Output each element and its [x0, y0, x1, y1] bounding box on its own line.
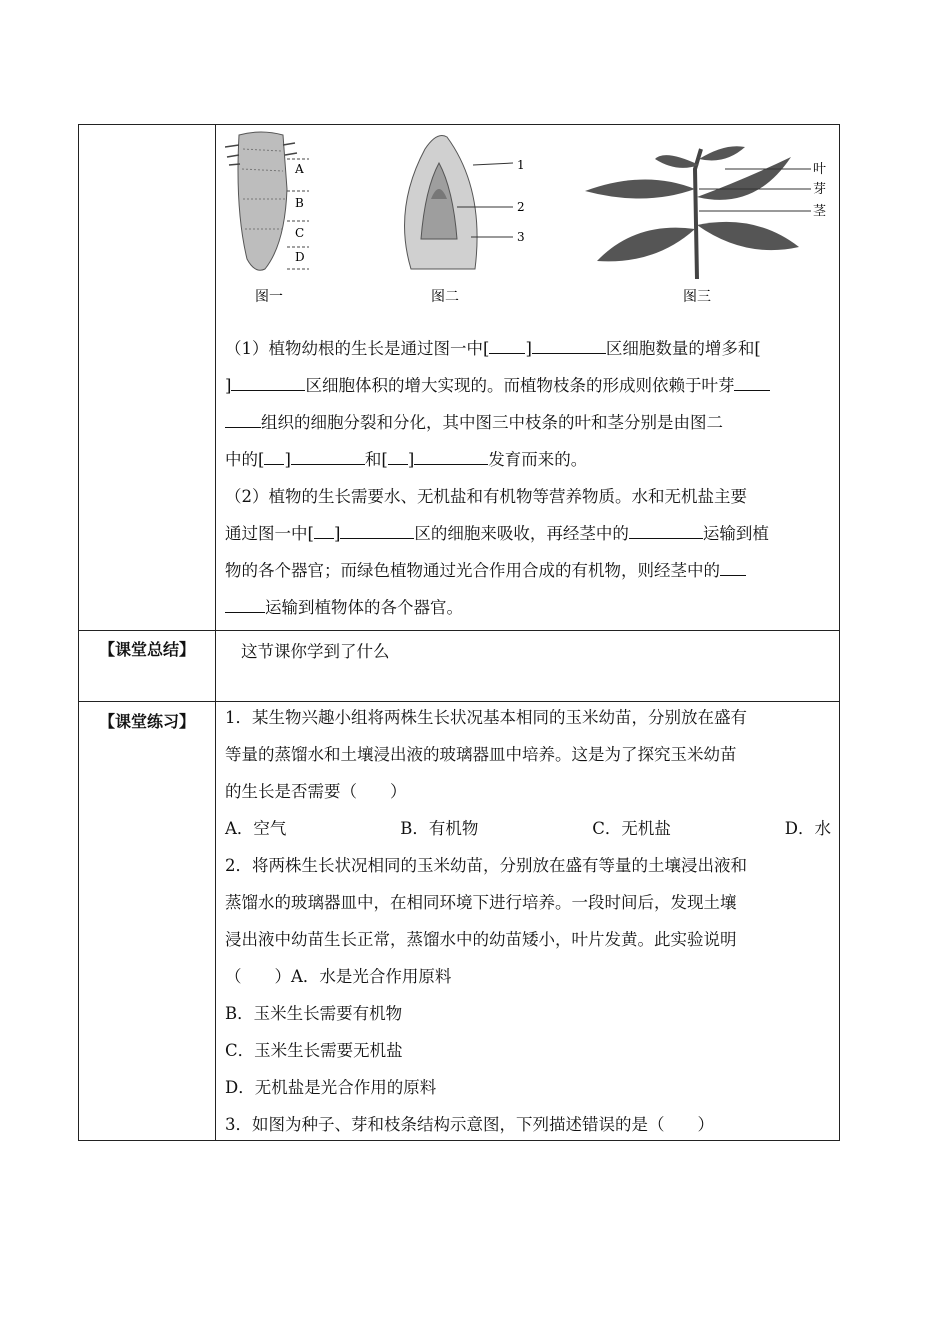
summary-text: 这节课你学到了什么	[241, 642, 390, 661]
practice-header: 【课堂练习】	[98, 712, 195, 731]
fig2-label-3: 3	[517, 230, 525, 244]
fig1-label-d: D	[295, 250, 305, 264]
fill-blank[interactable]	[231, 375, 305, 391]
fig2-label-1: 1	[517, 158, 525, 172]
branch-figure	[585, 146, 827, 305]
question-block	[225, 330, 831, 626]
e2-line2: 蒸馏水的玻璃器皿中，在相同环境下进行培养。一段时间后，发现土壤	[225, 893, 737, 912]
structure-figures	[225, 129, 835, 307]
fill-blank[interactable]	[720, 560, 746, 576]
fig2-label-2: 2	[517, 200, 525, 214]
q1-line1: （1）植物幼根的生长是通过图一中[ ] 区细胞数量的增多和[	[225, 339, 761, 358]
fig3-label-stem: 茎	[813, 204, 827, 219]
figures-panel	[225, 129, 835, 307]
e2-option-c[interactable]: C．玉米生长需要无机盐	[225, 1041, 403, 1060]
q1-line3: 组织的细胞分裂和分化，其中图三中枝条的叶和茎分别是由图二	[225, 404, 831, 441]
e2-option-d[interactable]: D．无机盐是光合作用的原料	[225, 1078, 437, 1097]
e3-line1: 3．如图为种子、芽和枝条结构示意图，下列描述错误的是（ ）	[225, 1115, 714, 1134]
fig3-label-bud: 芽	[813, 182, 827, 197]
q1-line4: 中的[ ] 和[ ] 发育而来的。	[225, 450, 588, 469]
q2-line3: 物的各个器官；而绿色植物通过光合作用合成的有机物，则经茎中的	[225, 552, 831, 589]
e1-option-c[interactable]: C．无机盐	[592, 819, 671, 838]
e2-line1: 2．将两株生长状况相同的玉米幼苗，分别放在盛有等量的土壤浸出液和	[225, 856, 747, 875]
fill-blank[interactable]	[414, 449, 488, 465]
fig1-caption: 图一	[255, 289, 283, 305]
practice-block	[225, 699, 831, 1143]
e2-line4: （ ）A．水是光合作用原料	[225, 967, 452, 986]
q2-line2: 通过图一中[ ] 区的细胞来吸收，再经茎中的 运输到植	[225, 524, 769, 543]
fig1-label-a: A	[295, 162, 304, 176]
fig1-label-c: C	[295, 226, 305, 240]
e1-options	[225, 810, 831, 847]
fill-blank[interactable]	[532, 338, 606, 354]
e1-line2: 等量的蒸馏水和土壤浸出液的玻璃器皿中培养。这是为了探究玉米幼苗	[225, 745, 737, 764]
column-divider	[215, 125, 216, 1140]
fill-blank[interactable]	[264, 449, 284, 465]
fill-blank[interactable]	[225, 412, 261, 428]
e2-option-b[interactable]: B．玉米生长需要有机物	[225, 1004, 403, 1023]
fill-blank[interactable]	[340, 523, 414, 539]
e1-option-a[interactable]: A．空气	[225, 819, 287, 838]
fill-blank[interactable]	[388, 449, 408, 465]
fill-blank[interactable]	[314, 523, 334, 539]
summary-header: 【课堂总结】	[98, 640, 195, 659]
worksheet-table	[78, 124, 840, 1141]
fill-blank[interactable]	[734, 375, 770, 391]
fig3-label-leaf: 叶	[813, 162, 827, 177]
q2-line4: 运输到植物体的各个器官。	[225, 589, 831, 626]
fill-blank[interactable]	[629, 523, 703, 539]
root-tip-figure	[225, 132, 309, 305]
e1-option-d[interactable]: D．水	[784, 819, 831, 838]
e1-line3: 的生长是否需要（ ）	[225, 782, 407, 801]
bud-figure	[405, 136, 525, 306]
fig1-label-b: B	[295, 196, 304, 210]
e2-line3: 浸出液中幼苗生长正常，蒸馏水中的幼苗矮小，叶片发黄。此实验说明	[225, 930, 737, 949]
fill-blank[interactable]	[291, 449, 365, 465]
row-divider	[79, 630, 839, 631]
fig2-caption: 图二	[431, 289, 459, 305]
q2-line1: （2）植物的生长需要水、无机盐和有机物等营养物质。水和无机盐主要	[225, 487, 747, 506]
fill-blank[interactable]	[489, 338, 525, 354]
fig3-caption: 图三	[683, 289, 711, 305]
e1-option-b[interactable]: B．有机物	[400, 819, 479, 838]
q1-line2: ] 区细胞体积的增大实现的。而植物枝条的形成则依赖于叶芽	[225, 367, 831, 404]
e1-line1: 1．某生物兴趣小组将两株生长状况基本相同的玉米幼苗，分别放在盛有	[225, 708, 747, 727]
fill-blank[interactable]	[225, 597, 265, 613]
